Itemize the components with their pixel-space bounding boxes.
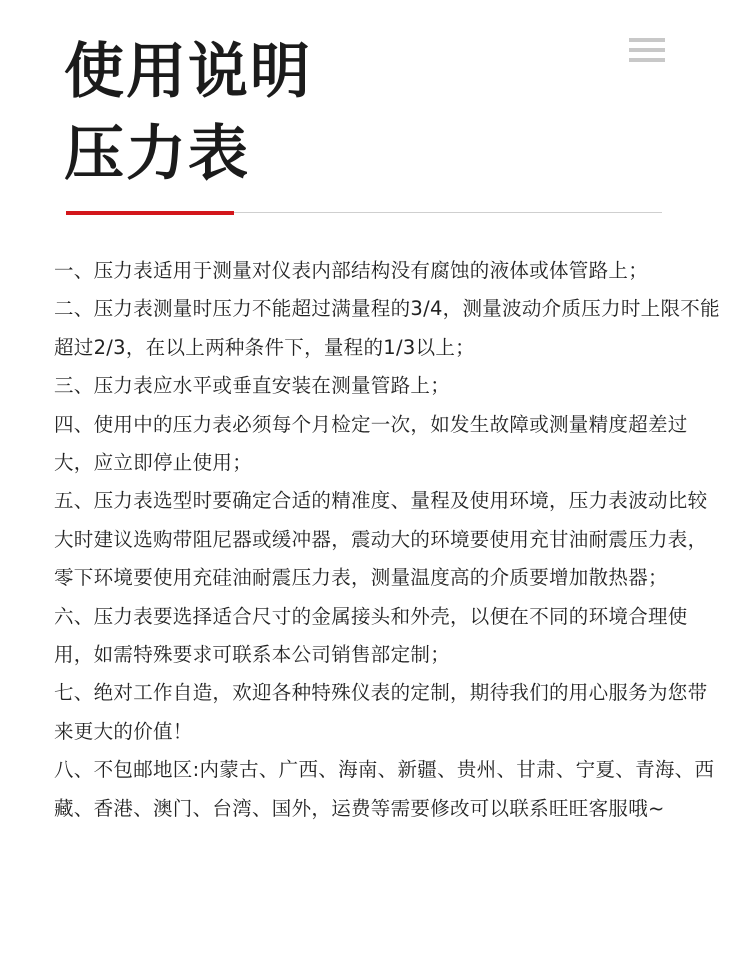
page-title: 使用说明 <box>64 37 312 107</box>
menu-bar <box>629 48 665 52</box>
instruction-item: 七、绝对工作自造，欢迎各种特殊仪表的定制，期待我们的用心服务为您带来更大的价值！ <box>54 681 708 743</box>
instruction-item: 四、使用中的压力表必须每个月检定一次，如发生故障或测量精度超差过大，应立即停止使用； <box>54 412 688 475</box>
title-divider <box>66 211 662 215</box>
instruction-item: 八、不包邮地区:内蒙古、广西、海南、新疆、贵州、甘肃、宁夏、青海、西藏、香港、澳门、台湾、国外，运费等需要修改可以联系旺旺客服哦~ <box>54 758 715 820</box>
instruction-item: 六、压力表要选择适合尺寸的金属接头和外壳，以便在不同的环境合理使用，如需特殊要求可联系本公司销售部定制； <box>54 604 688 667</box>
instruction-item: 五、压力表选型时要确定合适的精准度、量程及使用环境，压力表波动比较大时建议选购带阻尼器或缓冲器，震动大的环境要使用充甘油耐震压力表，零下环境要使用充硅油耐震压力表，测量温度高的介质要增加散热器； <box>54 489 708 590</box>
instruction-item: 一、压力表适用于测量对仪表内部结构没有腐蚀的液体或体管路上； <box>54 259 649 282</box>
menu-bar <box>629 38 665 42</box>
instruction-item: 二、压力表测量时压力不能超过满量程的3/4，测量波动介质压力时上限不能超过2/3，在以上两种条件下，量程的1/3以上； <box>54 297 720 359</box>
divider-accent <box>66 211 234 215</box>
instruction-list <box>54 252 720 828</box>
instruction-item: 三、压力表应水平或垂直安装在测量管路上； <box>54 374 451 398</box>
menu-bar <box>629 58 665 62</box>
menu-icon[interactable] <box>629 38 665 64</box>
page-subtitle: 压力表 <box>64 119 250 189</box>
